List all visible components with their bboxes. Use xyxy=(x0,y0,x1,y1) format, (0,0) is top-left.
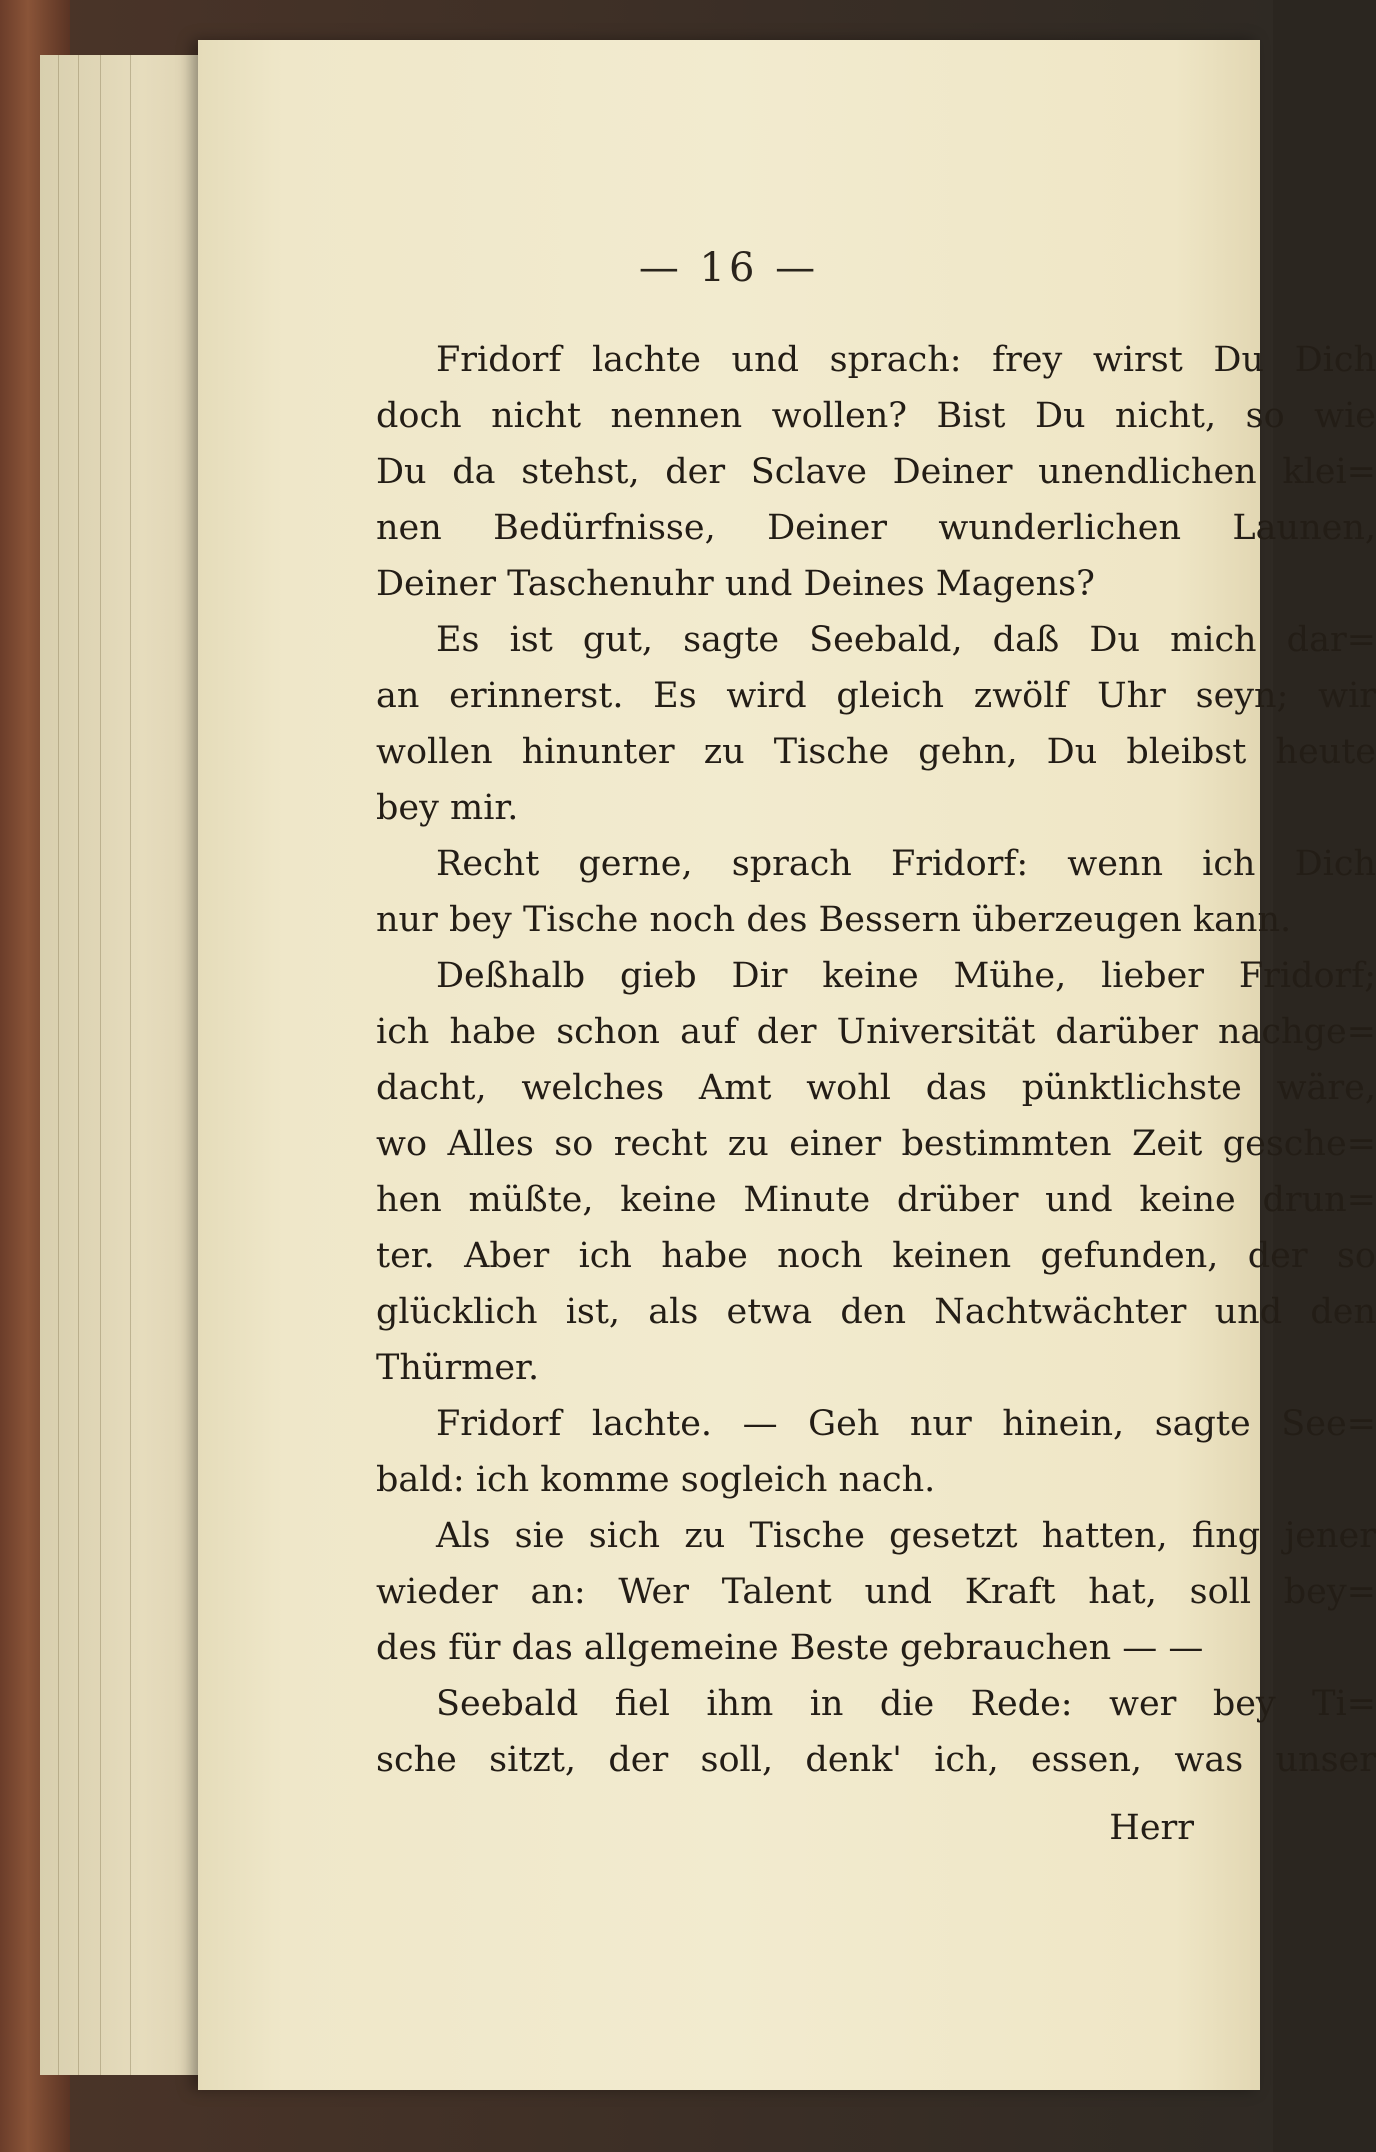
text-line: doch nicht nennen wollen? Bist Du nicht, so wie xyxy=(376,396,1376,436)
text-line: sche sitzt, der soll, denk' ich, essen, was unser xyxy=(376,1740,1376,1780)
text-line: wo Alles so recht zu einer bestimmten Zeit gesche= xyxy=(376,1124,1376,1164)
text-line: ich habe schon auf der Universität darüber nachge= xyxy=(376,1012,1376,1052)
body-text xyxy=(376,332,1376,1788)
text-line: Es ist gut, sagte Seebald, daß Du mich dar= xyxy=(436,620,1376,660)
text-line: Thürmer. xyxy=(376,1348,540,1388)
text-line: Als sie sich zu Tische gesetzt hatten, fing jener xyxy=(436,1516,1376,1556)
text-line: hen müßte, keine Minute drüber und keine drun= xyxy=(376,1180,1376,1220)
text-line: Fridorf lachte und sprach: frey wirst Du Dich xyxy=(436,340,1376,380)
text-line: glücklich ist, als etwa den Nachtwächter und den xyxy=(376,1292,1376,1332)
text-line: bald: ich komme sogleich nach. xyxy=(376,1460,936,1500)
text-line: nen Bedürfnisse, Deiner wunderlichen Launen, xyxy=(376,508,1376,548)
book-page xyxy=(198,40,1376,2090)
text-line: Du da stehst, der Sclave Deiner unendlichen klei= xyxy=(376,452,1376,492)
text-line: Deßhalb gieb Dir keine Mühe, lieber Fridorf; xyxy=(436,956,1376,996)
text-line: Seebald fiel ihm in die Rede: wer bey Ti= xyxy=(436,1684,1376,1724)
text-line: an erinnerst. Es wird gleich zwölf Uhr seyn; wir xyxy=(376,676,1376,716)
text-line: wieder an: Wer Talent und Kraft hat, soll bey= xyxy=(376,1572,1376,1612)
page-number: — 16 — xyxy=(638,245,820,291)
text-line: Fridorf lachte. — Geh nur hinein, sagte See= xyxy=(436,1404,1376,1444)
text-line: dacht, welches Amt wohl das pünktlichste wäre, xyxy=(376,1068,1376,1108)
text-line: des für das allgemeine Beste gebrauchen — — xyxy=(376,1628,1204,1668)
text-line: ter. Aber ich habe noch keinen gefunden, der so xyxy=(376,1236,1376,1276)
text-line: Recht gerne, sprach Fridorf: wenn ich Dich xyxy=(436,844,1376,884)
text-line: wollen hinunter zu Tische gehn, Du bleibst heute xyxy=(376,732,1376,772)
text-line: nur bey Tische noch des Bessern überzeugen kann. xyxy=(376,900,1292,940)
text-line: bey mir. xyxy=(376,788,519,828)
catchword: Herr xyxy=(1109,1808,1194,1848)
text-line: Deiner Taschenuhr und Deines Magens? xyxy=(376,564,1095,604)
underlying-pages xyxy=(40,55,212,2075)
